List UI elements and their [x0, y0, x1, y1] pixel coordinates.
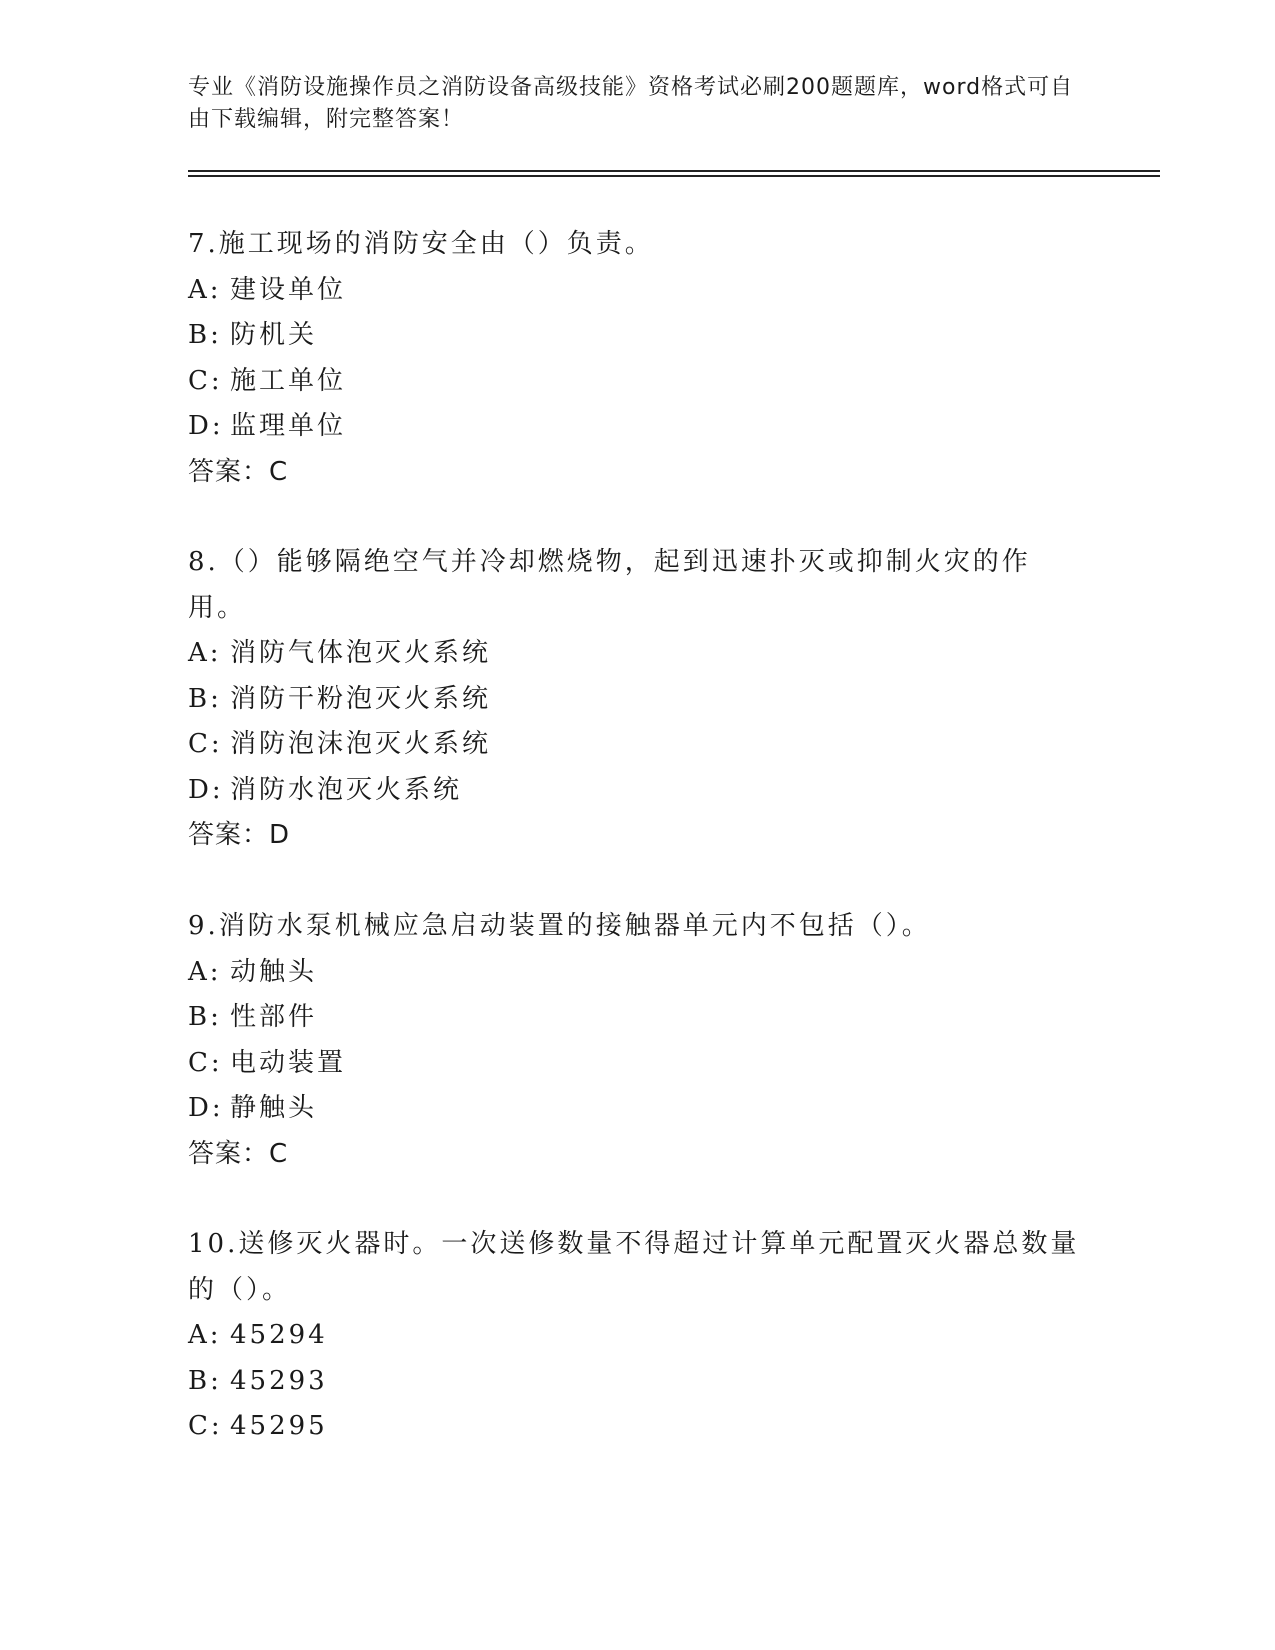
option-text: 施工单位 [230, 365, 347, 396]
question-stem: 10.送修灭火器时。一次送修数量不得超过计算单元配置灭火器总数量的（）。 [188, 1229, 1080, 1305]
answer: 答案：D [188, 820, 291, 850]
option-text: 性部件 [230, 1002, 318, 1032]
option-label: B: [188, 683, 222, 714]
question-stem: 8.（）能够隔绝空气并冷却燃烧物，起到迅速扑灭或抑制火灾的作用。 [188, 547, 1031, 623]
option-a [188, 1313, 1088, 1359]
option-text: 监理单位 [230, 411, 347, 441]
header-divider-top [188, 170, 1160, 172]
option-label: D: [188, 774, 224, 805]
option-label: A: [188, 1320, 222, 1350]
option-c [188, 1404, 1088, 1450]
option-label: D: [188, 411, 224, 441]
option-a [188, 268, 1088, 314]
option-text: 45295 [230, 1411, 328, 1441]
option-text: 静触头 [230, 1093, 318, 1123]
option-d [188, 404, 1088, 450]
option-d [188, 1086, 1088, 1132]
option-label: C: [188, 1047, 223, 1078]
option-label: D: [188, 1093, 224, 1123]
option-label: B: [188, 1365, 222, 1396]
option-text: 消防气体泡灭火系统 [230, 638, 492, 668]
option-text: 电动装置 [230, 1047, 347, 1078]
option-label: B: [188, 320, 222, 350]
option-label: A: [188, 956, 222, 987]
option-c [188, 359, 1088, 405]
option-text: 45294 [230, 1320, 328, 1350]
option-text: 建设单位 [230, 274, 347, 305]
option-label: C: [188, 365, 223, 396]
option-b [188, 1359, 1088, 1405]
option-c [188, 1041, 1088, 1087]
option-text: 消防泡沫泡灭火系统 [230, 729, 492, 759]
option-text: 消防水泡灭火系统 [230, 774, 463, 805]
option-b [188, 995, 1088, 1041]
question-stem: 7.施工现场的消防安全由（）负责。 [188, 229, 654, 259]
option-text: 防机关 [230, 320, 318, 350]
option-b [188, 677, 1088, 723]
option-a [188, 950, 1088, 996]
option-label: C: [188, 1411, 223, 1441]
option-label: B: [188, 1002, 222, 1032]
option-label: A: [188, 638, 222, 668]
answer: 答案：C [188, 1138, 289, 1169]
option-label: A: [188, 274, 222, 305]
option-d [188, 768, 1088, 814]
option-label: C: [188, 729, 223, 759]
option-text: 45293 [230, 1365, 328, 1396]
option-a [188, 631, 1088, 677]
option-text: 消防干粉泡灭火系统 [230, 683, 492, 714]
question-stem: 9.消防水泵机械应急启动装置的接触器单元内不包括（）。 [188, 911, 931, 941]
question-7 [188, 222, 1088, 495]
question-10 [188, 1222, 1088, 1450]
answer: 答案：C [188, 456, 289, 487]
option-b [188, 313, 1088, 359]
option-text: 动触头 [230, 956, 318, 987]
option-c [188, 722, 1088, 768]
document-header: 专业《消防设施操作员之消防设备高级技能》资格考试必刷200题题库，word格式可自由下载编辑，附完整答案！ [188, 75, 1074, 132]
header-divider-bottom [188, 175, 1160, 177]
question-9 [188, 904, 1088, 1177]
question-8 [188, 540, 1088, 859]
